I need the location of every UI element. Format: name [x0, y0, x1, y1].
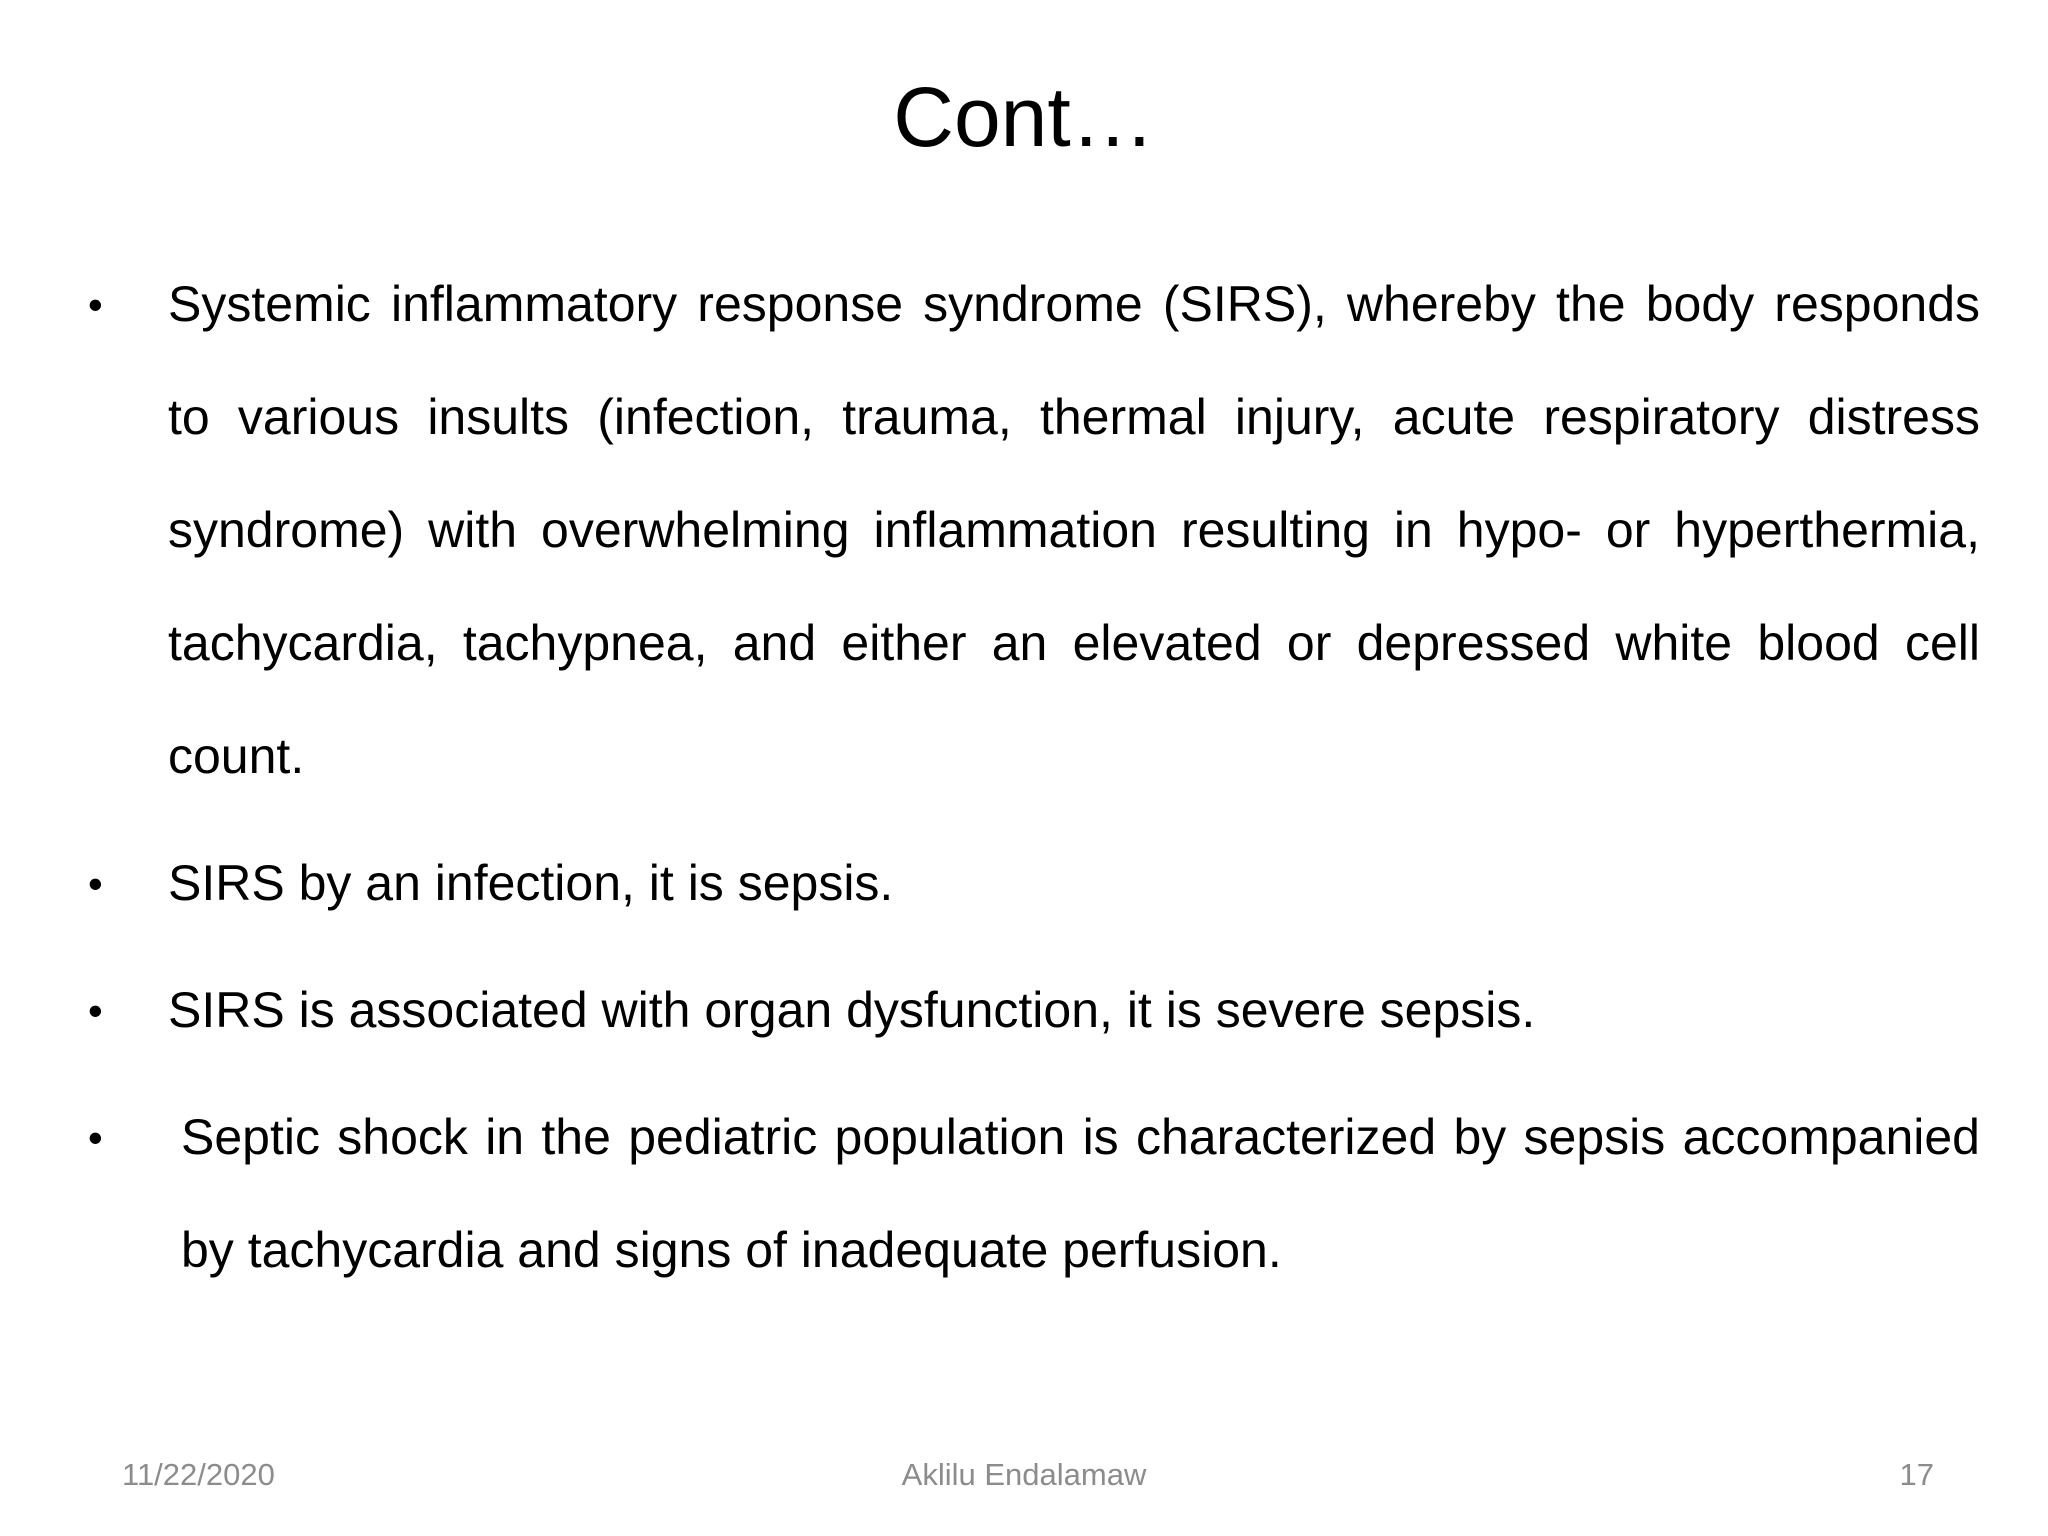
bullet-icon: • — [88, 987, 103, 1034]
bullet-item-septic-shock — [80, 1081, 1980, 1307]
bullet-text: SIRS is associated with organ dysfunction, it is severe sepsis. — [168, 982, 1536, 1038]
slide-title: Cont… — [893, 70, 1155, 164]
bullet-list — [80, 248, 1980, 1321]
footer-date: 11/22/2020 — [122, 1457, 275, 1492]
footer-author: Aklilu Endalamaw — [901, 1457, 1147, 1492]
bullet-text: Septic shock in the pediatric population is characterized by sepsis accompanied by tachycardia and signs of inadequate perfusion. — [181, 1109, 1980, 1278]
bullet-item-sepsis — [80, 827, 1980, 940]
bullet-item-sirs-definition — [80, 248, 1980, 813]
bullet-icon: • — [88, 860, 103, 907]
bullet-icon: • — [88, 281, 103, 328]
bullet-item-severe-sepsis — [80, 954, 1980, 1067]
bullet-text: Systemic inflammatory response syndrome (SIRS), whereby the body responds to various insults (infection, trauma, thermal injury, acute respiratory distress syndrome) with overwhelming inflammation resulting in hypo- or hyperthermia, tachycardia, tachypnea, and either an elevated or depressed white blood cell count. — [168, 276, 1980, 784]
footer-page-number: 17 — [1899, 1457, 1934, 1492]
bullet-text: SIRS by an infection, it is sepsis. — [168, 855, 894, 911]
bullet-icon: • — [88, 1114, 103, 1161]
